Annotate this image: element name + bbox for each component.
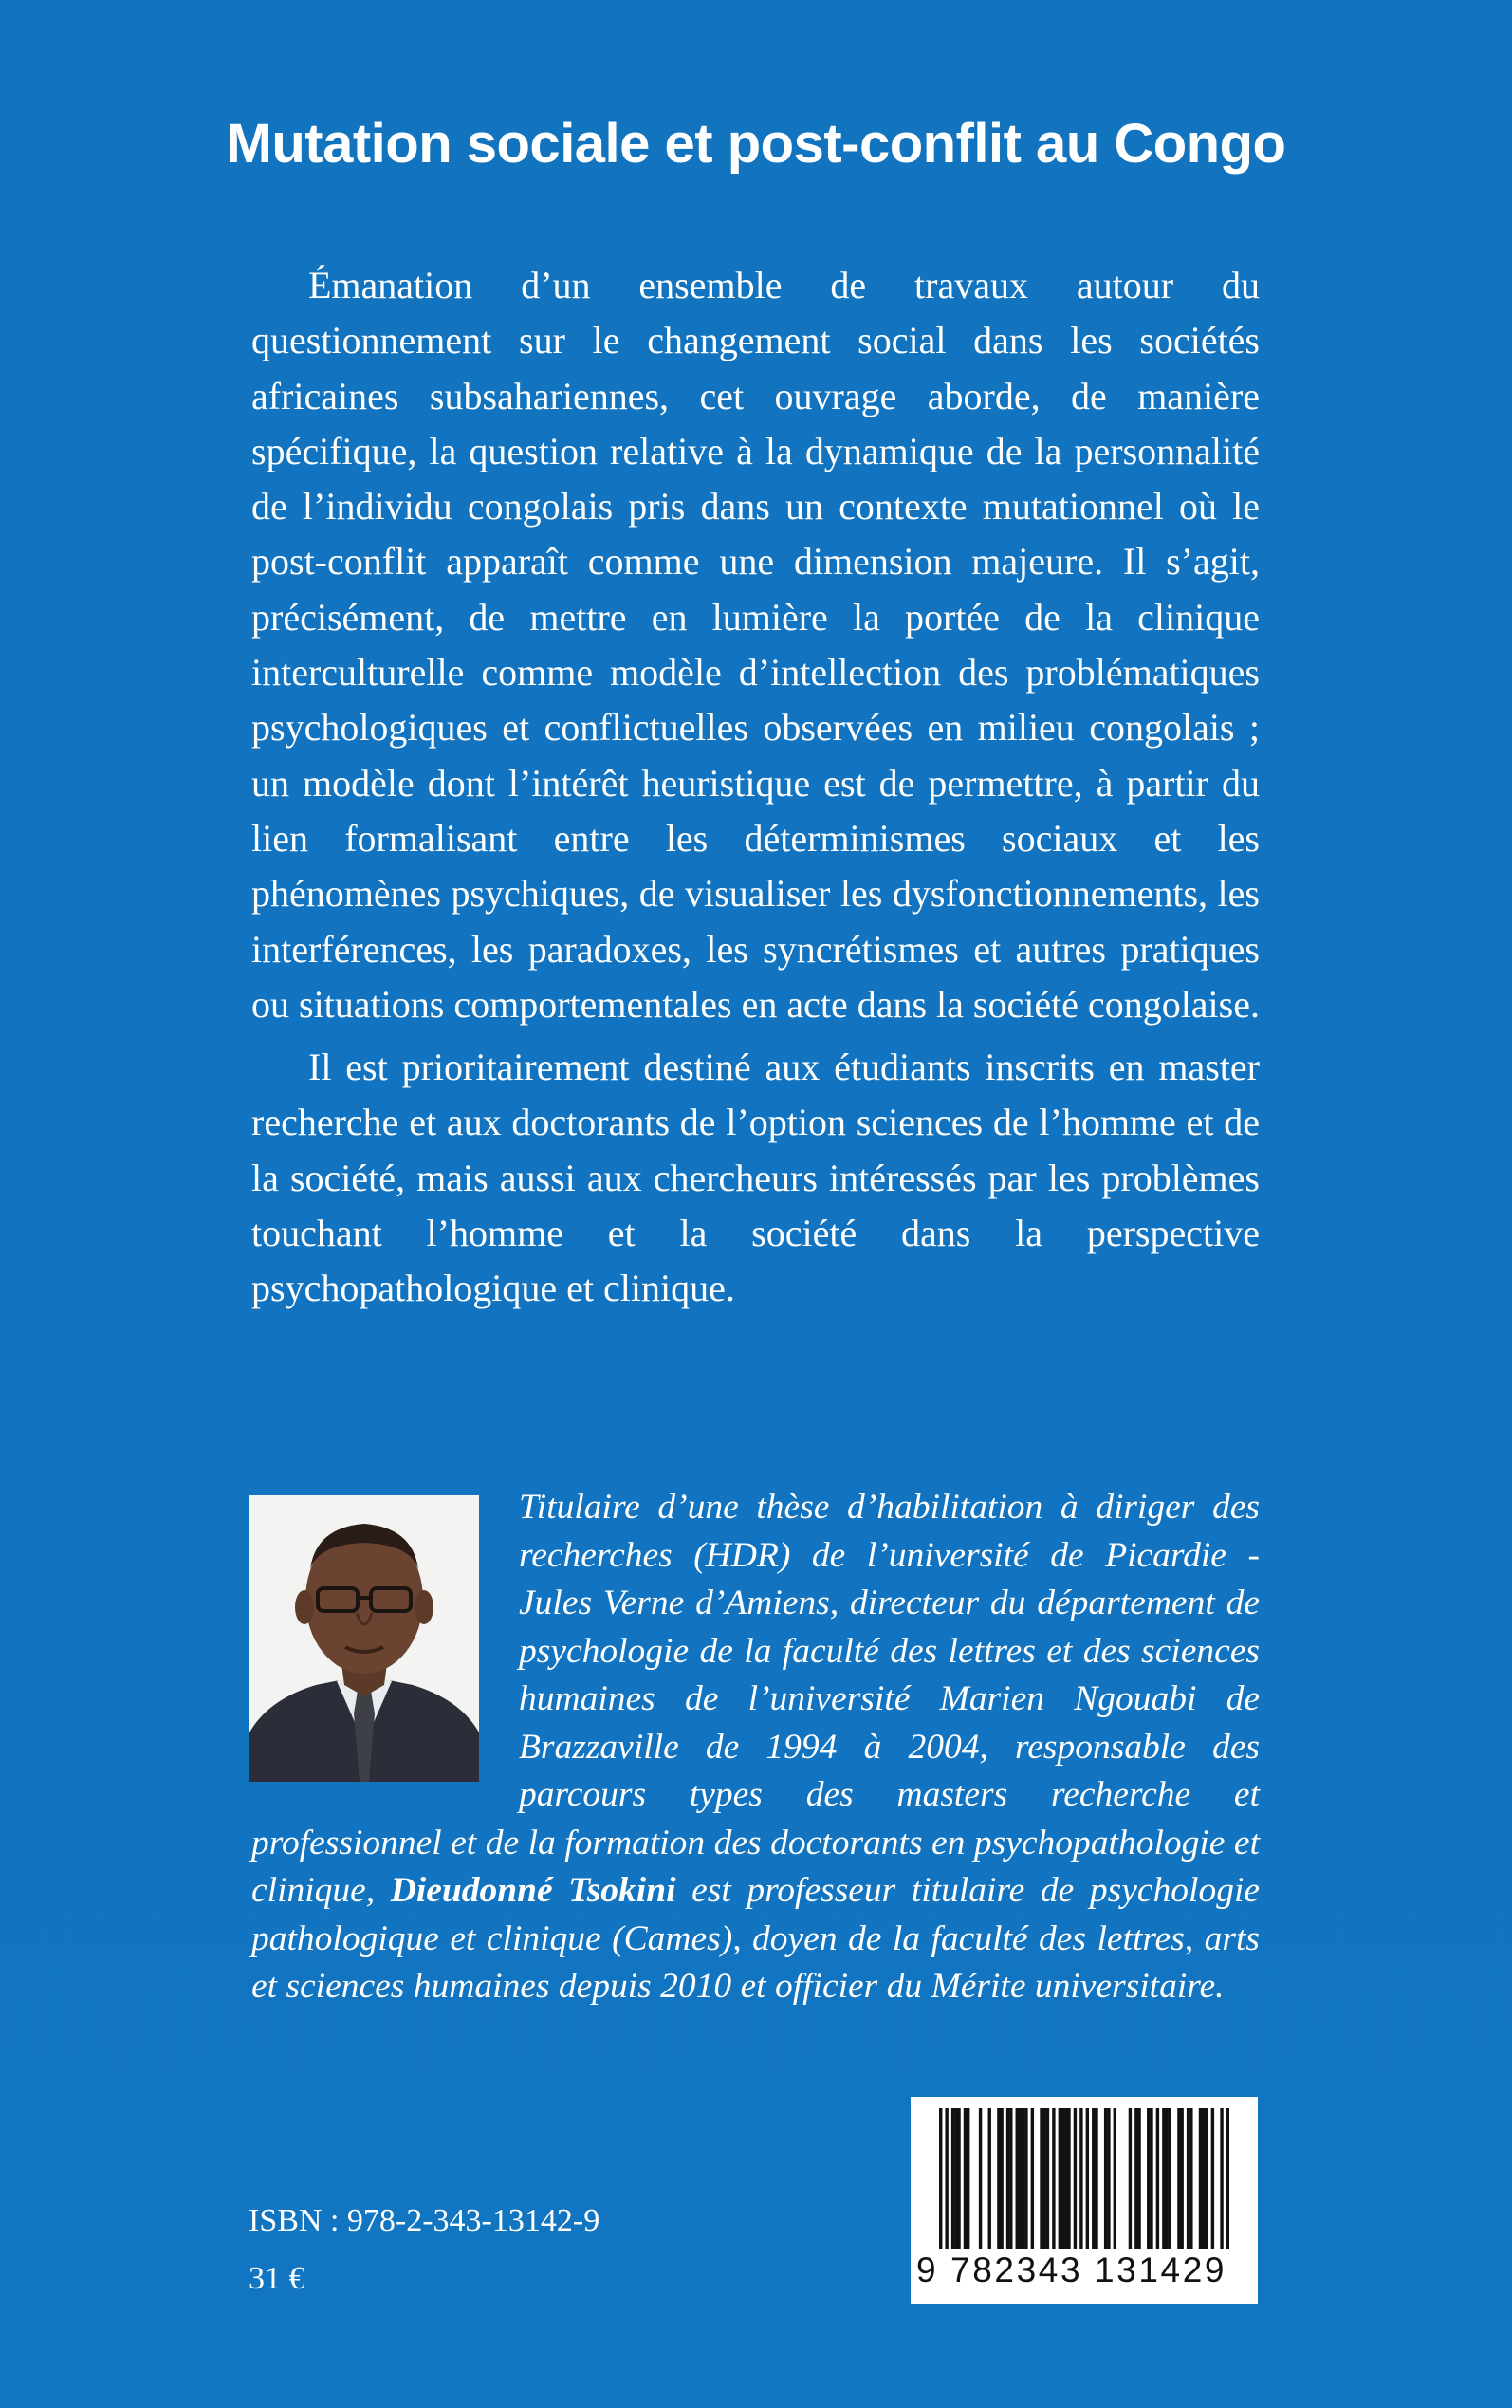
barcode-bar	[1205, 2108, 1208, 2249]
barcode-bar	[1043, 2108, 1046, 2249]
barcode-bar	[1067, 2108, 1070, 2249]
barcode-bar	[1220, 2108, 1223, 2249]
bio-text-after: est professeur titulaire de psychologie pathologique et clinique (Cames), doyen de la faculté des lettres, arts et sciences humaines depuis 2010 et officier du Mérite universitaire.	[251, 1871, 1261, 2006]
barcode-bar	[1187, 2108, 1189, 2249]
barcode-bar	[1226, 2108, 1229, 2249]
barcode-bar	[957, 2108, 960, 2249]
barcode-bar	[1031, 2108, 1034, 2249]
barcode-bar	[1009, 2108, 1012, 2249]
barcode-bar	[1180, 2108, 1183, 2249]
barcode-bar	[1052, 2108, 1055, 2249]
barcode-bar	[997, 2108, 1000, 2249]
price: 31 €	[249, 2261, 305, 2296]
barcode-bar	[1150, 2108, 1152, 2249]
barcode-bar	[988, 2108, 991, 2249]
barcode-bar	[1137, 2108, 1140, 2249]
summary-text	[251, 258, 1260, 1324]
barcode-bar	[1040, 2108, 1042, 2249]
barcode-bar	[1211, 2108, 1214, 2249]
barcode-bar	[1024, 2108, 1027, 2249]
book-title: Mutation sociale et post-conflit au Congo	[226, 113, 1286, 175]
barcode-bar	[964, 2108, 967, 2249]
barcode-bar	[1177, 2108, 1180, 2249]
barcode-bar	[1061, 2108, 1064, 2249]
barcode-bar	[1134, 2108, 1137, 2249]
barcode-bar	[1059, 2108, 1061, 2249]
barcode-bar	[1162, 2108, 1165, 2249]
barcode	[911, 2097, 1258, 2304]
barcode-bar	[1114, 2108, 1116, 2249]
barcode-bar	[951, 2108, 954, 2249]
author-biography	[251, 1484, 1260, 2011]
barcode-bar	[1169, 2108, 1171, 2249]
barcode-bar	[1016, 2108, 1019, 2249]
barcode-bar	[945, 2108, 948, 2249]
barcode-bar	[1074, 2108, 1077, 2249]
barcode-bar	[1019, 2108, 1022, 2249]
author-name: Dieudonné Tsokini	[390, 1871, 676, 1910]
barcode-bars	[939, 2108, 1229, 2260]
barcode-bar	[1165, 2108, 1168, 2249]
barcode-bar	[1092, 2108, 1095, 2249]
barcode-bar	[1129, 2108, 1132, 2249]
barcode-bar	[1079, 2108, 1082, 2249]
barcode-bar	[1156, 2108, 1159, 2249]
barcode-bar	[967, 2108, 969, 2249]
barcode-digits: 9 782343 131429	[916, 2251, 1227, 2289]
barcode-bar	[1147, 2108, 1150, 2249]
barcode-bar	[1095, 2108, 1097, 2249]
barcode-bar	[1022, 2108, 1024, 2249]
barcode-bar	[979, 2108, 982, 2249]
barcode-bar	[1046, 2108, 1049, 2249]
barcode-bar	[1006, 2108, 1009, 2249]
barcode-bar	[1107, 2108, 1110, 2249]
barcode-bar	[1199, 2108, 1202, 2249]
barcode-bar	[1104, 2108, 1107, 2249]
barcode-bar	[939, 2108, 942, 2249]
barcode-bar	[1064, 2108, 1067, 2249]
barcode-bar	[1086, 2108, 1089, 2249]
isbn: ISBN : 978-2-343-13142-9	[249, 2203, 600, 2238]
summary-paragraph-1: Émanation d’un ensemble de travaux autour du questionnement sur le changement social dans les sociétés africaines subsahariennes, cet ouvrage aborde, de manière spécifique, la question relative à la dynamique de la personnalité de l’individu congolais pris dans un contexte mutationnel où le post-conflit apparaît comme une dimension majeure. Il s’agit, précisément, de mettre en lumière la portée de la clinique interculturelle comme modèle d’intellection des problématiques psychologiques et conflictuelles observées en milieu congolais ; un modèle dont l’intérêt heuristique est de permettre, à partir du lien formalisant entre les déterminismes sociaux et les phénomènes psychiques, de visualiser les dysfonctionnements, les interférences, les paradoxes, les syncrétismes et autres pratiques ou situations comportementales en acte dans la société congolaise.	[251, 264, 1260, 1026]
barcode-bar	[1189, 2108, 1192, 2249]
bio-text-before: Titulaire d’une thèse d’habilitation à diriger des recherches (HDR) de l’université de Picardie - Jules Verne d’Amiens, directeur du département de psychologie de la faculté des lettres et des sciences humaines de l’université Marien Ngouabi de Brazzaville de 1994 à 2004, responsable des parcours types des masters recherche et professionnel et de la formation des doctorants en psychopathologie et clinique,	[251, 1488, 1260, 1910]
summary-paragraph-2: Il est prioritairement destiné aux étudiants inscrits en master recherche et aux doctorants de l’option sciences de l’homme et de la société, mais aussi aux chercheurs intéressés par les problèmes touchant l’homme et la société dans la perspective psychopathologique et clinique.	[251, 1046, 1260, 1310]
barcode-bar	[1202, 2108, 1205, 2249]
barcode-bar	[954, 2108, 957, 2249]
barcode-bar	[1000, 2108, 1003, 2249]
